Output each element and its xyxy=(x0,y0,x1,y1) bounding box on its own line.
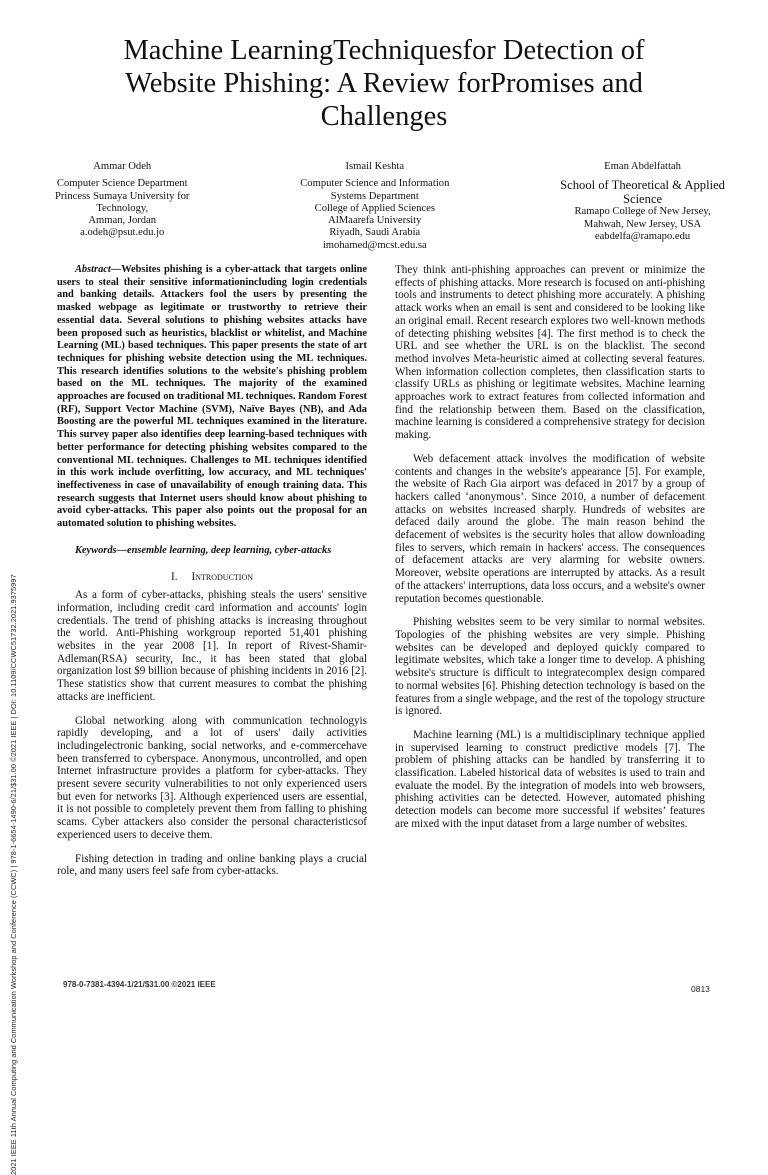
author-name: Ammar Odeh xyxy=(93,161,152,172)
author-3 xyxy=(560,161,725,243)
author-affiliation-line: Computer Science Department xyxy=(56,178,188,190)
abstract-text: Websites phishing is a cyber-attack that targets online users to steal their sensitive informationincluding login credentials and banking details. Attackers fool the users by presenting the masked webpage as legitimate or trustworthy to retrieve their essential data. Several solutions to phishing websites attacks have been proposed such as heuristics, blacklist or whitelist, and Machine Learning (ML) based techniques. This paper presents the state of art techniques for phishing website detection using the ML techniques. This research identifies solutions to the website's phishing problem based on the ML techniques. The majority of the examined approaches are focused on traditional ML techniques. Random Forest (RF), Support Vector Machine (SVM), Naïve Bayes (NB), and Ada Boosting are the powerful ML techniques examined in the literature. This survey paper also identifies deep learning-based techniques with better performance for detecting phishing websites compared to the conventional ML techniques. Challenges to ML techniques identified in this work include overfitting, low accuracy, and ML techniques' ineffectiveness in case of unavailability of enough training data. This research suggests that Internet users should know about phishing to avoid cyber-attacks. This paper also points out the proposal for an automated solution to phishing websites. xyxy=(57,264,367,530)
author-affiliation-line: Princess Sumaya University for xyxy=(55,190,190,202)
author-name: Eman Abdelfattah xyxy=(604,161,681,172)
footer-copyright: 978-0-7381-4394-1/21/$31.00 ©2021 IEEE xyxy=(63,980,216,989)
right-column xyxy=(395,264,705,831)
author-email: a.odeh@psut.edu.jo xyxy=(80,227,165,239)
author-affiliation-line: Systems Department xyxy=(330,190,419,202)
paper-title xyxy=(70,34,698,133)
author-affiliation-line: AlMaarefa University xyxy=(328,215,422,227)
paragraph: They think anti-phishing approaches can prevent or minimize the effects of phishing attacks. More research is focused on anti-phishing tools and instruments to detect phishing more accurately. A phishing attack works when an email is sent and considered to be looking like an original email. Recent research explores two well-known methods of detecting phishing websites [4]. The first method is to check the URL and see whether the URL is on the blacklist. The second method involves Meta-heuristic aimed at collecting several features. When information collection completes, then classification starts to classify URLs as phishing or legitimate websites. Machine learning approaches work to extract features from collected information and find the relationship between them. Based on the classification, machine learning is considered a comprehensive strategy for decision making. xyxy=(395,264,705,442)
author-2 xyxy=(300,161,449,252)
author-affiliation-line: School of Theoretical & Applied xyxy=(560,178,725,193)
author-affiliation-line: Ramapo College of New Jersey, xyxy=(574,206,711,218)
section-title: Introduction xyxy=(191,571,254,584)
author-affiliation-line: Riyadh, Saudi Arabia xyxy=(329,227,421,239)
author-affiliation-line: Science xyxy=(622,192,663,207)
author-affiliation-line: College of Applied Sciences xyxy=(314,202,435,214)
abstract-dash: — xyxy=(110,264,122,275)
page-number: 0813 xyxy=(691,984,710,994)
author-affiliation-line: Mahwah, New Jersey, USA xyxy=(583,218,702,230)
author-name: Ismail Keshta xyxy=(345,161,405,172)
paragraph: Web defacement attack involves the modification of website contents and changes in the website's appearance [5]. For example, the website of Rach Gia airport was defaced in 2017 by a group of hackers called ‘anonymous’. Since 2010, a number of defacement attacks on websites increased sharply. Hundreds of websites are defaced daily around the globe. The main reason behind the defacement of websites is the security holes that allow downloading files to servers, which remain in hackers' access. The consequences of defacement attacks are very alarming for website owners. Moreover, website operations are interrupted by attacks. As a result of the attackers' interruptions, data loss occurs, and a website's owner reputation becomes questionable. xyxy=(395,452,705,605)
title-line: Website Phishing: A Review forPromises and xyxy=(125,68,643,99)
sidebar-doi-text: 2021 IEEE 11th Annual Computing and Communication Workshop and Conference (CCWC) | 978-1-6654-1490-6/21/$31.00 ©2021 IEEE | DOI: 10.1109/CCWC51732.2021.9375997 xyxy=(9,574,18,1175)
author-affiliation-line: Amman, Jordan xyxy=(88,215,157,227)
abstract xyxy=(57,264,367,531)
title-line: Machine LearningTechniquesfor Detection of xyxy=(123,35,645,66)
paragraph: Global networking along with communication technologyis rapidly developing, and a lot of users' daily activities includingelectronic banking, social networks, and e-commercehave been transferred to cyberspace. Anonymous, uncontrolled, and open Internet infrastructure provides a platform for cyber-attacks. They present severe security vulnerabilities to not only experienced users but even for networks [3]. Although experienced users are essential, it is not possible to completely prevent them from falling to phishing scams. Cyber attackers also consider the personal characteristicsof experienced users to deceive them. xyxy=(57,714,367,841)
author-email: imohamed@mcst.edu.sa xyxy=(322,239,427,251)
section-heading xyxy=(57,571,367,584)
title-line: Challenges xyxy=(320,101,448,132)
author-block xyxy=(55,161,725,253)
author-affiliation-line: Technology, xyxy=(96,202,149,214)
paragraph: Fishing detection in trading and online banking plays a crucial role, and many users feel safe from cyber-attacks. xyxy=(57,852,367,878)
author-affiliation-line: Computer Science and Information xyxy=(300,178,450,190)
paragraph: As a form of cyber-attacks, phishing steals the users' sensitive information, including credit card information and accounts' login credentials. The trend of phishing attacks is increasing throughout the world. Anti-Phishing workgroup reported 51,401 phishing websites in the year 2008 [1]. In report of Rivest-Shamir-Adleman(RSA) security, Inc., it has been stated that global organization lost $9 billion because of phishing incidents in 2016 [2]. These statistics show that current measures to combat the phishing attacks are inefficient. xyxy=(57,589,367,703)
copyright-sidebar xyxy=(1,0,18,1175)
keywords: Keywords—ensemble learning, deep learning, cyber-attacks xyxy=(75,544,332,556)
paragraph: Machine learning (ML) is a multidisciplinary technique applied in supervised learning to construct predictive models [7]. The problem of phishing attacks can be handled by transferring it to classification. Labeled historical data of websites is used to train and evaluate the model. By the integration of models into web browsers, phishing activities can be detected. However, automated phishing detection models can become more successful if websites’ features are mixed with the input dataset from a large number of websites. xyxy=(395,728,705,830)
author-1 xyxy=(55,161,189,240)
section-number: I. xyxy=(170,571,178,584)
left-column xyxy=(57,264,367,878)
abstract-label: Abstract xyxy=(75,264,111,275)
author-email: eabdelfa@ramapo.edu xyxy=(594,230,691,242)
paragraph: Phishing websites seem to be very similar to normal websites. Topologies of the phishing websites are very simple. Phishing websites can be developed and deployed quickly compared to legitimate websites, which take a longer time to develop. A phishing website's structure is difficult to integratecomplex design compared to normal websites [6]. Phishing detection technology is based on the features from a single webpage, and the rest of the topology structure is ignored. xyxy=(395,616,705,718)
